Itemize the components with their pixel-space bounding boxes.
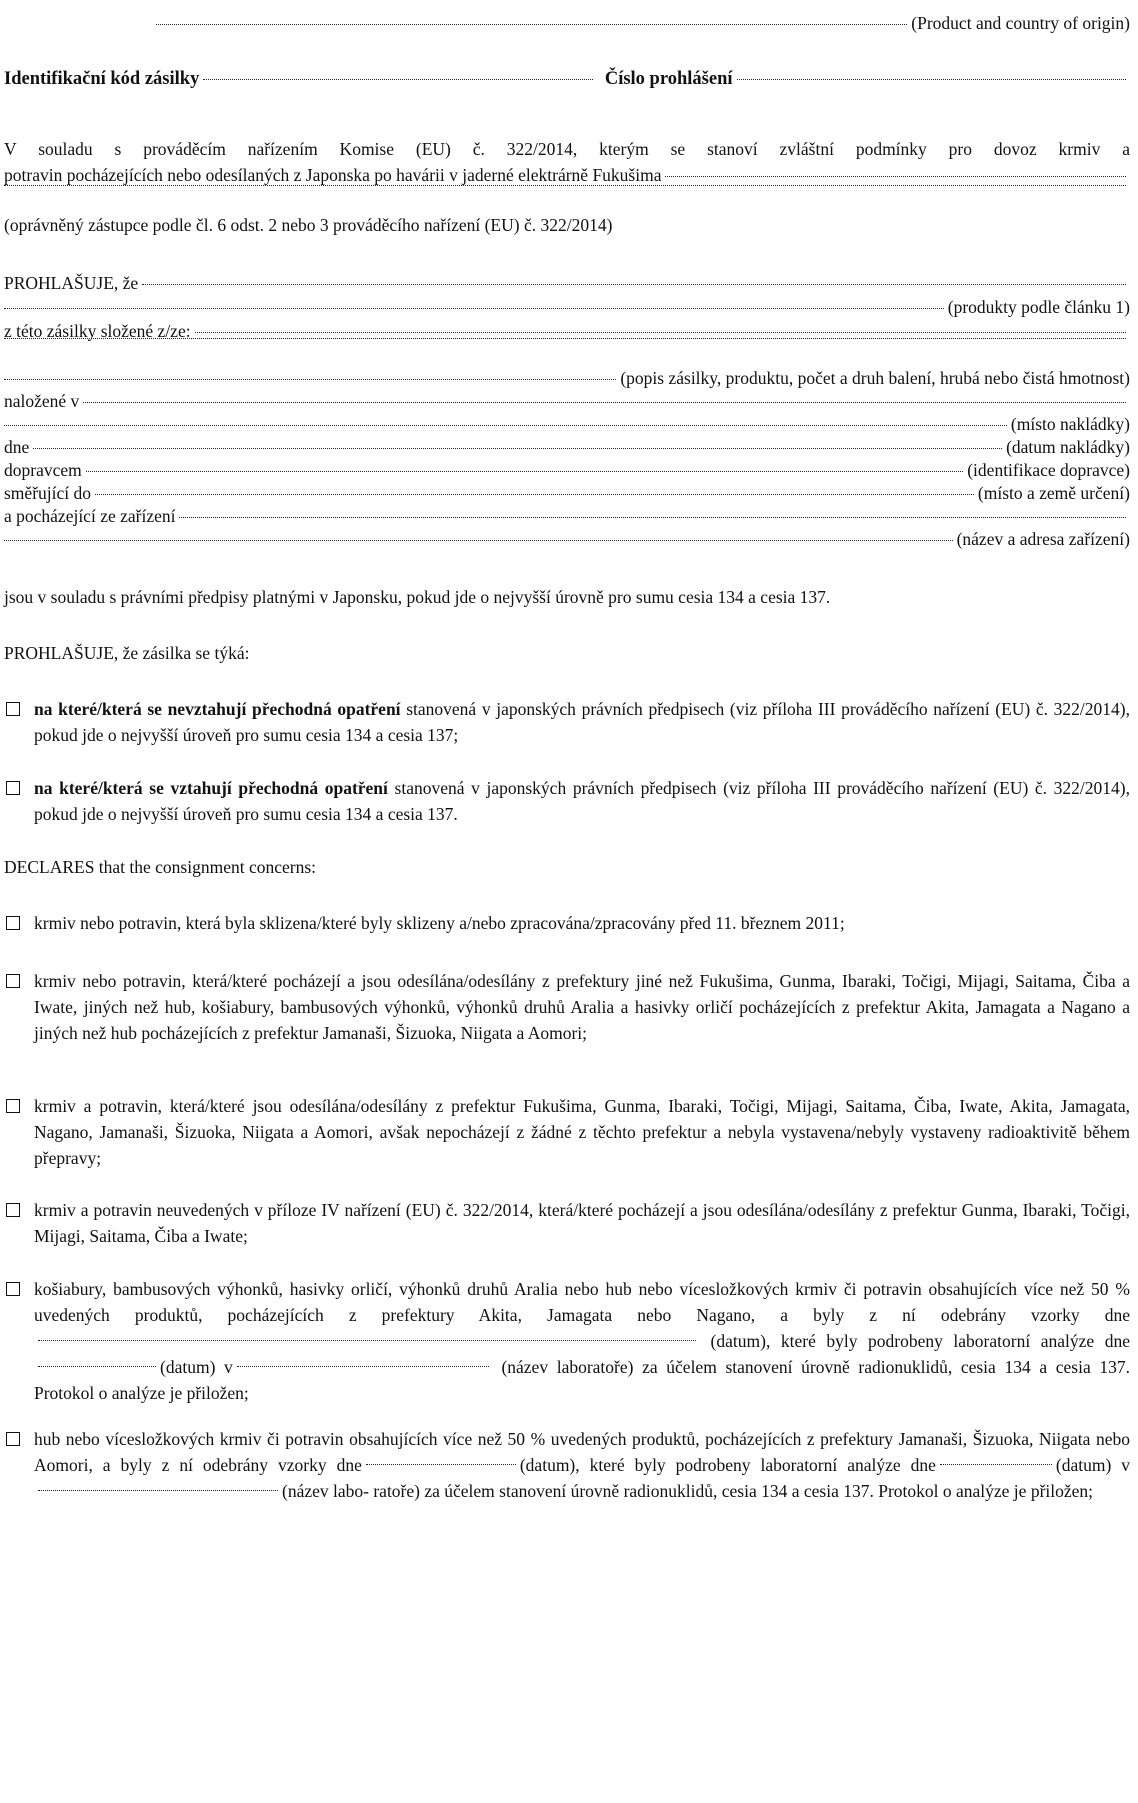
product-origin-label: (Product and country of origin) <box>911 13 1130 33</box>
transitional-option-2-rest: stanovená v japonských právních předpisech (viz příloha III prováděcího nařízení (EU) č. 322/2014), pokud jde o nejvyšší úroveň pro sumu cesia 134 a cesia 137. <box>34 778 1130 824</box>
transitional-option-2 <box>4 775 1130 827</box>
concern-6-part4: (datum) v <box>1055 1455 1131 1475</box>
loaded-in-field[interactable] <box>83 401 1126 403</box>
products-line <box>4 294 1130 320</box>
transitional-option-1-text <box>34 696 1130 748</box>
concern-6-analysis-date-field[interactable] <box>940 1463 1052 1465</box>
consignment-composed-label: z této zásilky složené z/ze: <box>4 321 191 341</box>
concern-checkbox-1[interactable] <box>6 916 20 930</box>
on-label: dne <box>4 437 30 457</box>
concern-option-1-text: krmiv nebo potravin, která byla sklizena/které byly sklizeny a/nebo zpracována/zpracovány před 11. březnem 2011; <box>34 913 845 933</box>
transitional-checkbox-2[interactable] <box>6 781 20 795</box>
consignment-extra-field[interactable] <box>4 337 1126 339</box>
concern-option-6-text <box>34 1426 1130 1504</box>
concern-5-part3: (datum) v <box>160 1357 233 1377</box>
concern-option-2 <box>4 968 1130 1046</box>
going-to-label: směřující do <box>4 483 91 503</box>
concern-option-4-text: krmiv a potravin neuvedených v příloze IV nařízení (EU) č. 322/2014, která/které pocházejí a jsou odesílána/odesílány z prefektur Gunma, Ibaraki, Točigi, Mijagi, Saitama, Čiba a Iwate; <box>34 1200 1130 1246</box>
concern-option-6 <box>4 1426 1130 1504</box>
concerns-heading: DECLARES that the consignment concerns: <box>4 857 317 877</box>
from-establishment-label: a pocházející ze zařízení <box>4 506 176 526</box>
concern-checkbox-5[interactable] <box>6 1282 20 1296</box>
transitional-option-1-bold: na které/která se nevztahují přechodná opatření <box>34 699 401 719</box>
concern-5-laboratory-field[interactable] <box>237 1365 489 1367</box>
transitional-option-2-text <box>34 775 1130 827</box>
destination-label: (místo a země určení) <box>977 483 1130 503</box>
carrier-field[interactable] <box>86 470 963 472</box>
consignment-composed-field[interactable] <box>195 331 1126 333</box>
product-origin-field[interactable] <box>156 23 907 25</box>
concern-option-3 <box>4 1093 1130 1171</box>
declaration-number-label: Číslo prohlášení <box>604 69 733 89</box>
establishment-name-field[interactable] <box>4 539 953 541</box>
concern-option-4 <box>4 1197 1130 1249</box>
intro-line-3 <box>4 188 1130 214</box>
declares-field[interactable] <box>142 283 1126 285</box>
transitional-option-2-bold: na které/která se vztahují přechodná opatření <box>34 778 388 798</box>
intro-fill-1[interactable] <box>665 175 1126 177</box>
concern-option-1 <box>4 910 1130 936</box>
transitional-heading-line <box>4 640 1130 666</box>
concern-5-sampling-date-field[interactable] <box>38 1339 696 1341</box>
establishment-field[interactable] <box>179 516 1126 518</box>
establishment-name-line <box>4 526 1130 552</box>
by-carrier-label: dopravcem <box>4 460 82 480</box>
transitional-heading: PROHLAŠUJE, že zásilka se týká: <box>4 643 250 663</box>
intro-line-4 <box>4 212 1130 238</box>
concerns-heading-line <box>4 854 1130 880</box>
representative-field[interactable] <box>4 184 1126 186</box>
transitional-option-1 <box>4 696 1130 748</box>
carrier-id-label: (identifikace dopravce) <box>967 460 1130 480</box>
destination-field[interactable] <box>95 493 974 495</box>
products-label: (produkty podle článku 1) <box>947 297 1130 317</box>
concern-option-5-text <box>34 1276 1130 1406</box>
compliance-text: jsou v souladu s právními předpisy platnými v Japonsku, pokud jde o nejvyšší úrovně pro sumu cesia 134 a cesia 137. <box>4 587 831 607</box>
product-origin-line <box>152 10 1130 36</box>
concern-6-part5: (název labo- <box>282 1481 369 1501</box>
products-field[interactable] <box>4 307 944 309</box>
declares-line <box>4 270 1130 296</box>
intro-text-2: potravin pocházejících nebo odesílaných z Japonska po havárii v jaderné elektrárně Fukušima <box>4 165 662 185</box>
date-of-loading-label: (datum nakládky) <box>1006 437 1130 457</box>
consignment-fill-line <box>4 341 1130 367</box>
description-field[interactable] <box>4 378 616 380</box>
concern-checkbox-6[interactable] <box>6 1432 20 1446</box>
concern-6-laboratory-field[interactable] <box>38 1489 278 1491</box>
transitional-option-1-rest: stanovená v japonských právních předpisech (viz příloha III prováděcího nařízení (EU) č. 322/2014), pokud jde o nejvyšší úroveň pro sumu cesia 134 a cesia 137; <box>34 699 1130 745</box>
description-label: (popis zásilky, produktu, počet a druh balení, hrubá nebo čistá hmotnost) <box>620 368 1130 388</box>
intro-text-1: V souladu s prováděcím nařízením Komise (EU) č. 322/2014, kterým se stanoví zvláštní podmínky pro dovoz krmiv a <box>4 139 1130 159</box>
concern-option-3-text: krmiv a potravin, která/které jsou odesílána/odesílány z prefektur Fukušima, Gunma, Ibaraki, Točigi, Mijagi, Saitama, Čiba, Iwate, Akita, Jamagata, Nagano, Jamanaši, Šizuoka, Niigata a Aomori, avšak nepocházejí z žádné z těchto prefektur a nebyla vystavena/nebyly vystaveny radioaktivitě během přepravy; <box>34 1096 1130 1168</box>
consignment-code-label: Identifikační kód zásilky <box>4 69 200 89</box>
concern-option-5 <box>4 1276 1130 1406</box>
date-of-loading-field[interactable] <box>33 447 1002 449</box>
concern-5-analysis-date-field[interactable] <box>38 1365 156 1367</box>
concern-checkbox-2[interactable] <box>6 974 20 988</box>
consignment-code-field[interactable] <box>203 78 593 80</box>
representative-label: (oprávněný zástupce podle čl. 6 odst. 2 nebo 3 prováděcího nařízení (EU) č. 322/2014) <box>4 215 613 235</box>
intro-line-1 <box>4 136 1130 162</box>
declares-label: PROHLAŠUJE, že <box>4 273 139 293</box>
place-of-loading-field[interactable] <box>4 424 1007 426</box>
concern-5-part1: košiabury, bambusových výhonků, hasivky orličí, výhonků druhů Aralia nebo hub nebo vícesložkových krmiv či potravin obsahujících více než 50 % uvedených produktů, pocházejících z prefektury Akita, Jamagata nebo Nagano, a byly z ní odebrány vzorky dne <box>34 1279 1130 1325</box>
establishment-name-label: (název a adresa zařízení) <box>956 529 1130 549</box>
concern-checkbox-3[interactable] <box>6 1099 20 1113</box>
concern-6-part3: které byly podrobeny laboratorní analýze dne <box>589 1455 936 1475</box>
concern-5-part2: (datum), které byly podrobeny laboratorní analýze dne <box>710 1331 1130 1351</box>
concern-6-part6: ratoře) za účelem stanovení úrovně radionuklidů, cesia 134 a cesia 137. Protokol o analýze je přiložen; <box>373 1481 1094 1501</box>
consignment-code-line <box>4 66 1130 92</box>
concern-checkbox-4[interactable] <box>6 1203 20 1217</box>
concern-option-2-text: krmiv nebo potravin, která/které pocházejí a jsou odesílána/odesílány z prefektury jiné než Fukušima, Gunma, Ibaraki, Točigi, Mijagi, Saitama, Čiba a Iwate, jiných než hub, košiabury, bambusových výhonků, výhonků druhů Aralia a hasivky orličí pocházejících z prefektur Akita, Jamagata a Nagano a jiných než hub pocházejících z prefektur Jamanaši, Šizuoka, Niigata a Aomori; <box>34 971 1130 1043</box>
concern-6-part2: (datum), <box>519 1455 580 1475</box>
declaration-number-field[interactable] <box>737 78 1127 80</box>
concern-6-part1: hub nebo vícesložkových krmiv či potravin obsahujících více než 50 % uvedených produktů, pocházejících z prefektury Jamanaši, Šizuoka, Niigata nebo Aomori, a byly z ní odebrány vzorky dne <box>34 1429 1130 1475</box>
place-of-loading-label: (místo nakládky) <box>1010 414 1130 434</box>
compliance-line <box>4 584 1130 610</box>
declaration-form-page <box>4 8 1130 1798</box>
concern-5-part4: (název laboratoře) za účelem stanovení úrovně radionuklidů, cesia 134 a cesia 137. Protokol o analýze je přiložen; <box>34 1357 1130 1403</box>
concern-6-sampling-date-field[interactable] <box>366 1463 516 1465</box>
transitional-checkbox-1[interactable] <box>6 702 20 716</box>
loaded-in-label: naložené v <box>4 391 80 411</box>
